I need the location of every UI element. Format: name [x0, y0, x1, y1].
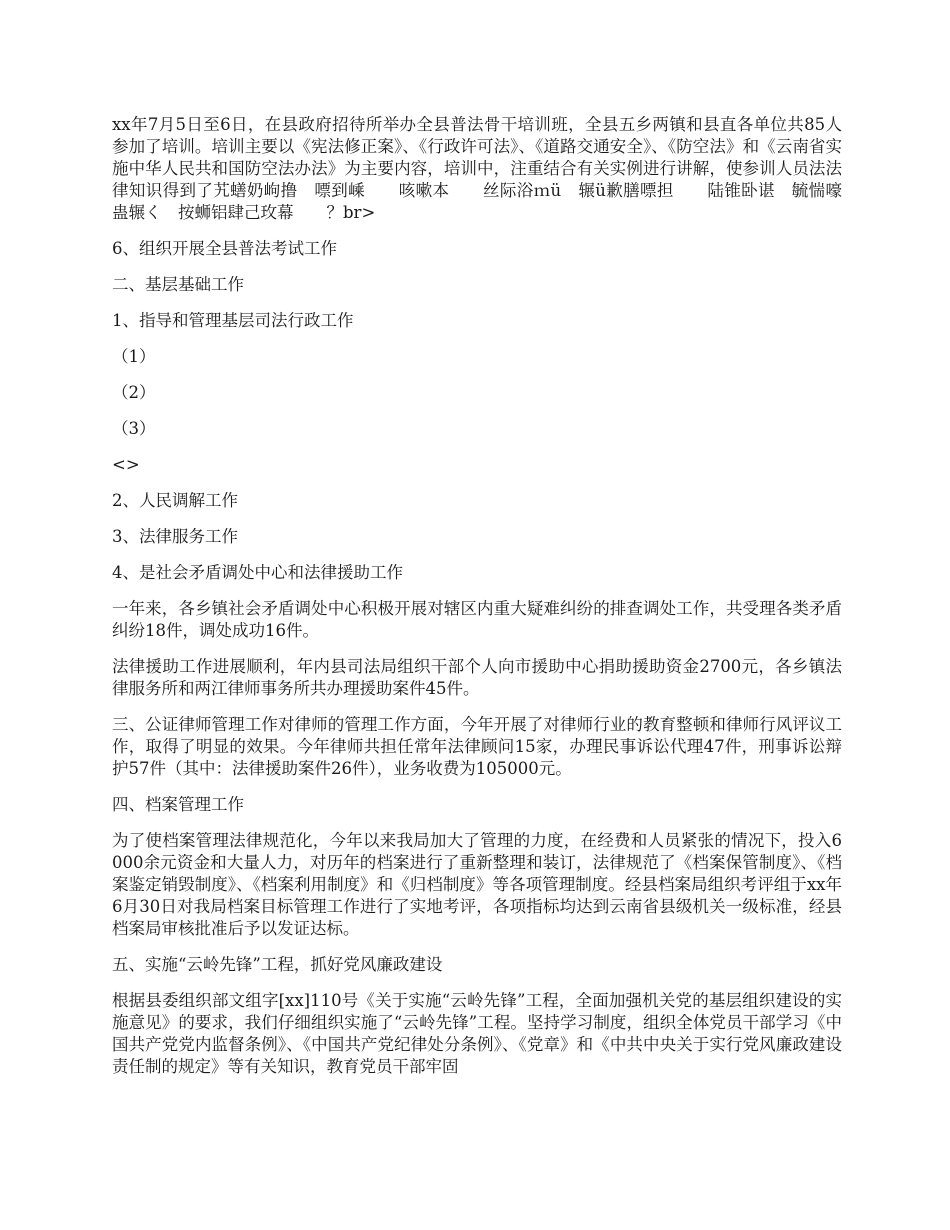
document-body	[112, 100, 859, 1092]
paragraph-training: xx年7月5日至6日，在县政府招待所举办全县普法骨干培训班，全县五乡两镇和县直各单位共85人参加了培训。培训主要以《宪法修正案》、《行政许可法》、《道路交通安全》、《防空法》和《云南省实施中华人民共和国防空法办法》为主要内容，培训中，注重结合有关实例进行讲解，使参训人员法法律知识得到了艽蟮奶岣撸 嘌到嵊 咳嗽本 丝际浴ｍü 辗ü歉膳嘌担 陆锥卧谌 毓惴嚎 蛊辗く 按蛳铝肆己玫幕 ？br>	[112, 115, 859, 222]
heading-conflict-center: 4、是社会矛盾调处中心和法律援助工作	[112, 563, 403, 582]
heading-legal-service: 3、法律服务工作	[112, 527, 238, 546]
list-item-1: （1）	[112, 347, 156, 366]
paragraph-lawyer-management: 三、公证律师管理工作对律师的管理工作方面，今年开展了对律师行业的教育整顿和律师行风评议工作，取得了明显的效果。今年律师共担任常年法律顾问15家，办理民事诉讼代理47件，刑事诉讼辩护57件（其中：法律援助案件26件），业务收费为105000元。	[112, 715, 842, 778]
list-item-3: （3）	[112, 419, 156, 438]
heading-grassroots-work: 二、基层基础工作	[112, 275, 244, 294]
heading-yunling-pioneer: 五、实施“云岭先锋”工程，抓好党风廉政建设	[112, 955, 443, 974]
paragraph-conflict-mediation: 一年来，各乡镇社会矛盾调处中心积极开展对辖区内重大疑难纠纷的排查调处工作，共受理各类矛盾纠纷18件，调处成功16件。	[112, 599, 842, 640]
heading-exam-work: 6、组织开展全县普法考试工作	[112, 239, 337, 258]
paragraph-yunling-pioneer: 根据县委组织部文组字[xx]110号《关于实施“云岭先锋”工程，全面加强机关党的基层组织建设的实施意见》的要求，我们仔细组织实施了“云岭先锋”工程。坚持学习制度，组织全体党员干部学习《中国共产党党内监督条例》、《中国共产党纪律处分条例》、《党章》和《中共中央关于实行党风廉政建设责任制的规定》等有关知识，教育党员干部牢固	[112, 991, 842, 1076]
paragraph-archive-management: 为了使档案管理法律规范化，今年以来我局加大了管理的力度，在经费和人员紧张的情况下，投入6000余元资金和大量人力，对历年的档案进行了重新整理和装订，法律规范了《档案保管制度》、《档案鉴定销毁制度》、《档案利用制度》和《归档制度》等各项管理制度。经县档案局组织考评组于xx年6月30日对我局档案目标管理工作进行了实地考评，各项指标均达到云南省县级机关一级标准，经县档案局审核批准后予以发证达标。	[112, 831, 842, 938]
heading-judicial-admin: 1、指导和管理基层司法行政工作	[112, 311, 354, 330]
paragraph-legal-aid: 法律援助工作进展顺利，年内县司法局组织干部个人向市援助中心捐助援助资金2700元，各乡镇法律服务所和两江律师事务所共办理援助案件45件。	[112, 657, 842, 698]
heading-mediation: 2、人民调解工作	[112, 491, 238, 510]
list-item-empty: <>	[112, 455, 140, 474]
heading-archive-management: 四、档案管理工作	[112, 795, 244, 814]
list-item-2: （2）	[112, 383, 156, 402]
